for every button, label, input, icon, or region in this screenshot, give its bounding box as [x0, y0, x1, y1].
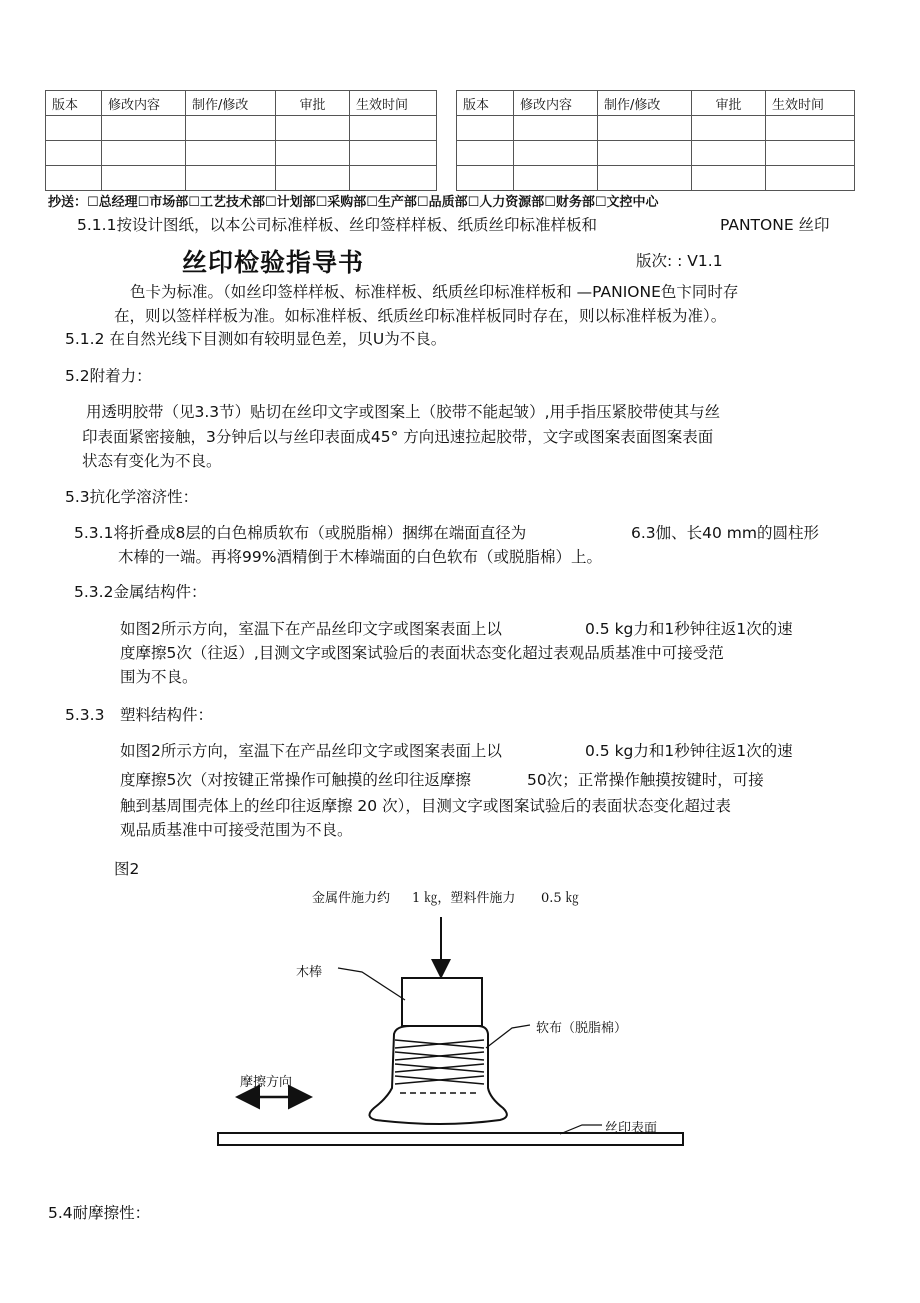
section-5-3-3-line3: 触到基周围壳体上的丝印往返摩擦 20 次），目测文字或图案试验后的表面状态变化超过表: [120, 797, 731, 815]
stick-label: 木棒: [296, 965, 323, 980]
distribution-list: 抄送：☐总经理☐市场部☐工艺技术部☐计划部☐采购部☐生产部☐品质部☐人力资源部☐财务部☐文控中心: [48, 195, 659, 210]
section-5-4-heading: 5.4耐摩擦性：: [48, 1204, 151, 1222]
table-row: [457, 141, 855, 166]
table-row: [46, 91, 437, 116]
section-5-3-3-line2b: 50次；正常操作触摸按键时，可接: [527, 771, 764, 789]
header-approval: 审批: [276, 91, 350, 116]
section-5-1-1-pantone: PANTONE 丝印: [720, 216, 830, 234]
table-row: [46, 116, 437, 141]
section-5-3-2-line1b: 0.5 kg力和1秒钟往返1次的速: [585, 620, 793, 638]
page-title: 丝印检验指导书: [182, 248, 365, 277]
section-5-2-heading: 5.2附着力：: [65, 367, 152, 385]
section-5-3-2-line3: 围为不良。: [120, 668, 198, 686]
section-5-3-heading: 5.3抗化学溶济性：: [65, 488, 199, 506]
table-row: [46, 166, 437, 191]
section-5-3-2-heading: 5.3.2金属结构件：: [74, 583, 207, 601]
header-version: 版本: [46, 91, 102, 116]
header-effective: 生效时间: [766, 91, 855, 116]
force-label-metal: 金属件施力约: [312, 891, 391, 906]
table-row: [457, 166, 855, 191]
table-row: [46, 141, 437, 166]
section-5-1-2: 5.1.2 在自然光线下目测如有较明显色差，贝U为不良。: [65, 330, 447, 348]
header-approval: 审批: [692, 91, 766, 116]
wooden-stick: [402, 978, 482, 1026]
revision-table-left: [45, 90, 437, 191]
force-label-plastic-value: 0.5 ㎏: [541, 891, 579, 906]
section-5-3-3-line1: 如图2所示方向，室温下在产品丝印文字或图案表面上以: [120, 742, 502, 760]
force-label-plastic: 1 ㎏，塑料件施力: [412, 891, 516, 906]
section-5-1-1-line2: 色卡为标准。（如丝印签样样板、标准样板、纸质丝印标准样板和 —PANIONE色卞同时存: [130, 283, 739, 301]
section-5-3-3-heading: 5.3.3 塑料结构件：: [65, 706, 213, 724]
surface-label: 丝印表面: [605, 1121, 658, 1136]
header-effective: 生效时间: [350, 91, 437, 116]
figure-label: 图2: [114, 860, 140, 878]
section-5-3-1-line1b: 6.3伽、长40 mm的圆柱形: [631, 524, 819, 542]
section-5-2-line3: 状态有变化为不良。: [82, 452, 222, 470]
version-label: 版次: : V1.1: [636, 252, 723, 270]
header-author: 制作/修改: [598, 91, 692, 116]
section-5-3-3-line4: 观品质基准中可接受范围为不良。: [120, 821, 353, 839]
header-author: 制作/修改: [186, 91, 276, 116]
table-row: [457, 91, 855, 116]
cloth-label: 软布（脱脂棉）: [536, 1021, 628, 1036]
section-5-3-1-line1: 5.3.1将折叠成8层的白色棉质软布（或脱脂棉）捆绑在端面直径为: [74, 524, 527, 542]
section-5-1-1-line1: 5.1.1按设计图纸，以本公司标准样板、丝印签样样板、纸质丝印标准样板和: [77, 216, 597, 234]
section-5-3-2-line1: 如图2所示方向，室温下在产品丝印文字或图案表面上以: [120, 620, 502, 638]
revision-table-right: [456, 90, 855, 191]
leader-cloth: [486, 1025, 530, 1048]
section-5-2-line2: 印表面紧密接触，3分钟后以与丝印表面成45° 方向迅速拉起胶带，文字或图案表面图案表面: [82, 428, 714, 446]
table-row: [457, 116, 855, 141]
header-version: 版本: [457, 91, 514, 116]
section-5-1-1-line3: 在，则以签样样板为准。如标准样板、纸质丝印标准样板同时存在，则以标准样板为准）。: [114, 307, 727, 325]
section-5-3-3-line1b: 0.5 kg力和1秒钟往返1次的速: [585, 742, 793, 760]
leader-stick: [338, 968, 405, 1000]
section-5-3-1-line2: 木棒的一端。再将99%酒精倒于木棒端面的白色软布（或脱脂棉）上。: [118, 548, 602, 566]
section-5-3-3-line2: 度摩擦5次（对按键正常操作可触摸的丝印往返摩擦: [120, 771, 471, 789]
header-change: 修改内容: [102, 91, 186, 116]
section-5-3-2-line2: 度摩擦5次（往返）,目测文字或图案试验后的表面状态变化超过表观品质基准中可接受范: [120, 644, 724, 662]
direction-label: 摩擦方向: [240, 1075, 293, 1090]
header-change: 修改内容: [514, 91, 598, 116]
friction-test-diagram: [0, 900, 920, 1220]
soft-cloth: [369, 1026, 506, 1124]
section-5-2-line1: 用透明胶带（见3.3节）贴切在丝印文字或图案上（胶带不能起皱）,用手指压紧胶带使其与丝: [86, 403, 721, 421]
